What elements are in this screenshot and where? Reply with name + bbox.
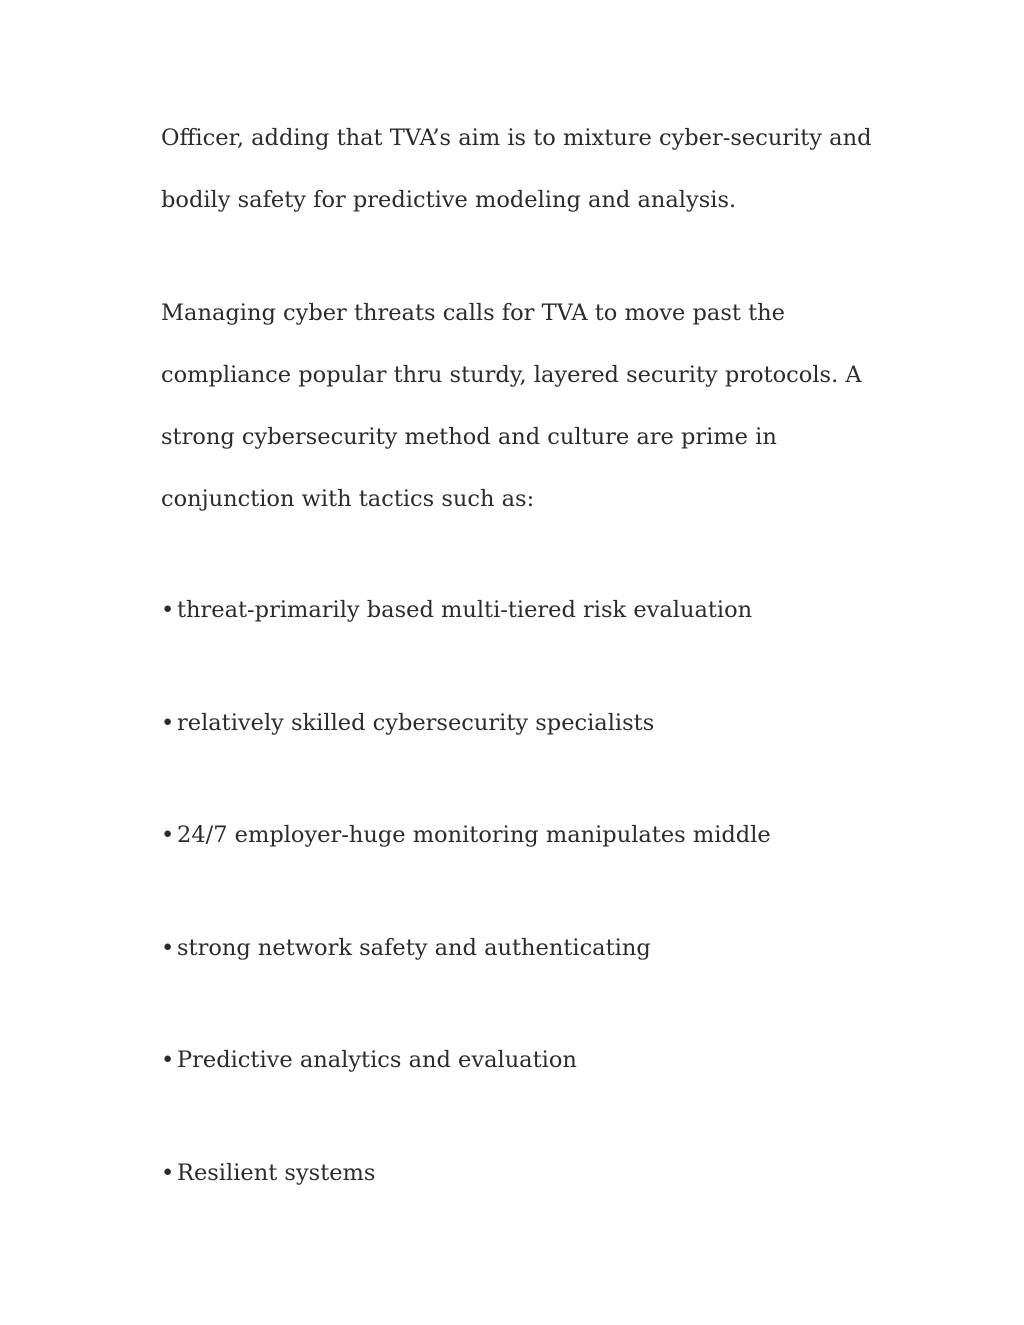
paragraph-line: Officer, adding that TVA’s aim is to mixture cyber-security and [161,125,872,151]
list-item-text: relatively skilled cybersecurity specialists [177,709,655,736]
tactics-list [161,579,771,1254]
bullet-icon: • [161,1047,175,1073]
list-item-text: Resilient systems [177,1159,376,1186]
bullet-icon: • [161,822,175,848]
paragraph-line: bodily safety for predictive modeling and analysis. [161,187,737,213]
list-item [161,804,771,917]
bullet-icon: • [161,597,175,623]
list-item [161,1142,771,1255]
paragraph-line: conjunction with tactics such as: [161,486,535,512]
paragraph-1 [161,107,871,231]
list-item [161,579,771,692]
list-item [161,1029,771,1142]
paragraph-line: Managing cyber threats calls for TVA to move past the [161,300,785,326]
bullet-icon: • [161,709,175,736]
list-item-text: Predictive analytics and evaluation [177,1047,577,1073]
paragraph-line: strong cybersecurity method and culture are prime in [161,424,777,450]
list-item-text: 24/7 employer-huge monitoring manipulates middle [177,822,771,848]
paragraph-2 [161,282,862,530]
list-item [161,917,771,1030]
list-item [161,692,771,805]
list-item-text: strong network safety and authenticating [177,934,651,961]
list-item-text: threat-primarily based multi-tiered risk evaluation [177,597,753,623]
bullet-icon: • [161,1159,175,1186]
paragraph-line: compliance popular thru sturdy, layered security protocols. A [161,362,862,388]
bullet-icon: • [161,934,175,961]
